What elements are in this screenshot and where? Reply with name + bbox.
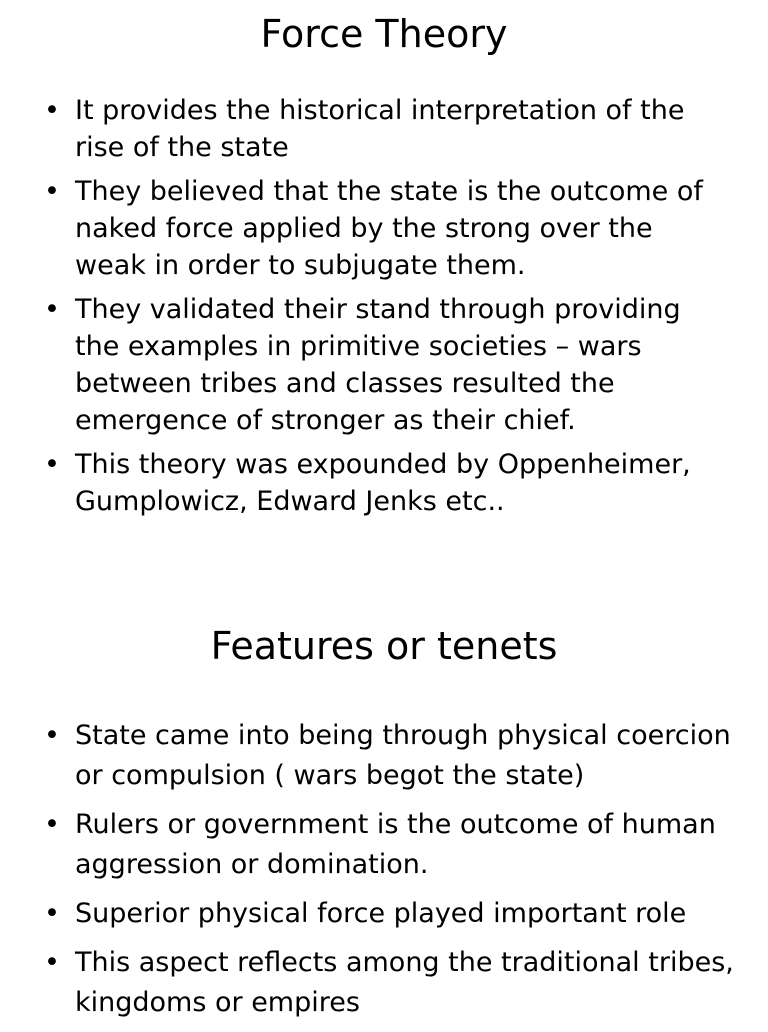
bullet-dot-icon: •: [44, 720, 60, 751]
bullet-text: Superior physical force played important role: [75, 898, 687, 929]
bullet-dot-icon: •: [44, 809, 60, 840]
slide-features-or-tenets: [0, 560, 768, 1024]
bullet-list: [0, 92, 768, 527]
bullet-list: [0, 716, 768, 1032]
bullet-text: State came into being through physical coercion or compulsion ( wars begot the state): [75, 720, 731, 791]
bullet-item: [0, 805, 768, 885]
bullet-text: It provides the historical interpretation of the rise of the state: [75, 95, 685, 163]
bullet-text: They believed that the state is the outcome of naked force applied by the strong over the weak in order to subjugate them.: [75, 176, 703, 281]
bullet-item: [0, 446, 768, 520]
bullet-item: [0, 173, 768, 284]
bullet-dot-icon: •: [44, 294, 60, 325]
bullet-text: This aspect reflects among the traditional tribes, kingdoms or empires: [75, 947, 734, 1018]
bullet-dot-icon: •: [44, 947, 60, 978]
bullet-item: [0, 943, 768, 1023]
bullet-dot-icon: •: [44, 176, 60, 207]
bullet-item: [0, 716, 768, 796]
bullet-text: They validated their stand through providing the examples in primitive societies – wars between tribes and classes resulted the emergence of stronger as their chief.: [75, 294, 681, 436]
bullet-item: [0, 894, 768, 934]
slide-title: Force Theory: [260, 12, 508, 56]
bullet-dot-icon: •: [44, 898, 60, 929]
bullet-text: This theory was expounded by Oppenheimer, Gumplowicz, Edward Jenks etc..: [75, 449, 691, 517]
bullet-text: Rulers or government is the outcome of human aggression or domination.: [75, 809, 716, 880]
bullet-dot-icon: •: [44, 95, 60, 126]
bullet-item: [0, 291, 768, 439]
bullet-dot-icon: •: [44, 449, 60, 480]
slide-title: Features or tenets: [210, 624, 558, 668]
bullet-item: [0, 92, 768, 166]
